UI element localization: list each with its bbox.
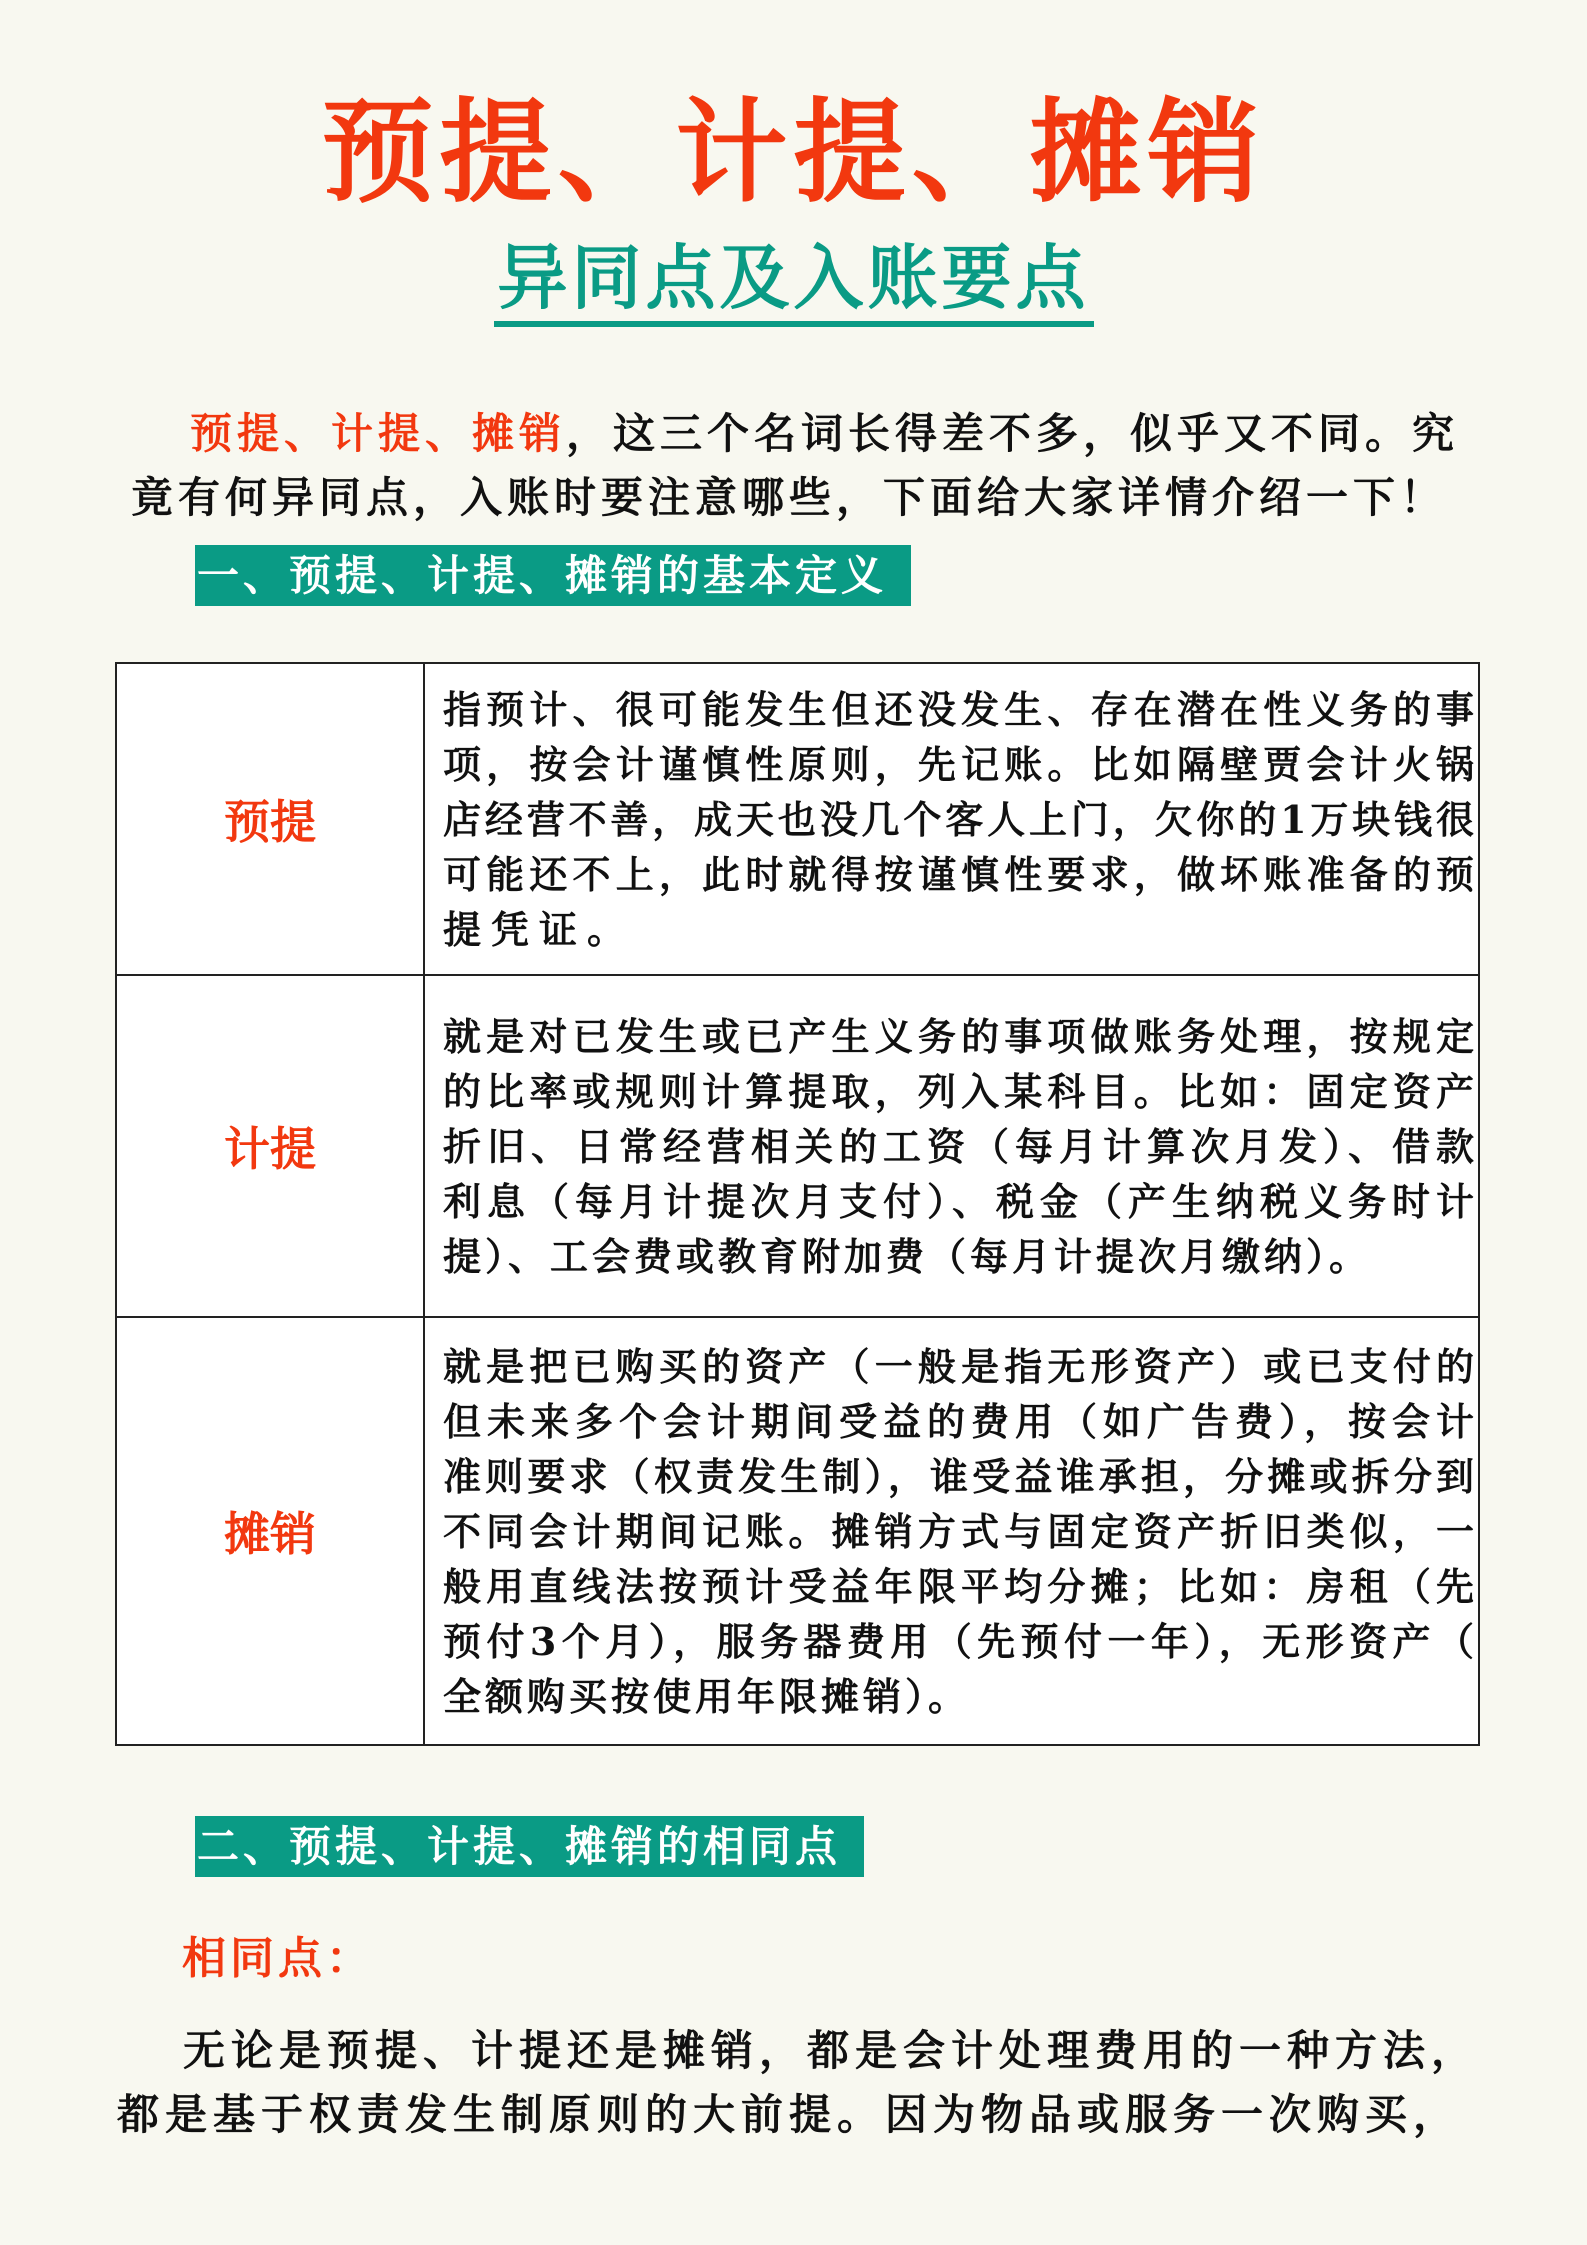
intro-text: ，这三个名词长得差不多，似乎又不同。究 [566, 409, 1460, 458]
term-cell: 预提 [116, 663, 424, 975]
definition-line: 预付3个月），服务器费用（先预付一年），无形资产（ [443, 1618, 1474, 1664]
similarities-line-2: 都是基于权责发生制原则的大前提。因为物品或服务一次购买， [117, 2090, 1462, 2139]
definition-line: 的比率或规则计算提取，列入某科目。比如：固定资产 [443, 1068, 1474, 1114]
definitions-table [115, 662, 1480, 1746]
intro-highlight: 预提、计提、摊销 [190, 409, 567, 458]
definition-line: 不同会计期间记账。摊销方式与固定资产折旧类似，一 [443, 1508, 1474, 1554]
definition-line: 店经营不善，成天也没几个客人上门，欠你的1万块钱很 [443, 796, 1474, 842]
term-cell: 计提 [116, 975, 424, 1317]
intro-line-2: 竟有何异同点，入账时要注意哪些，下面给大家详情介绍一下！ [131, 473, 1448, 522]
definition-cell [424, 975, 1479, 1317]
definition-line: 准则要求（权责发生制），谁受益谁承担，分摊或拆分到 [443, 1453, 1474, 1499]
intro-line-1 [190, 404, 1459, 464]
definition-line: 般用直线法按预计受益年限平均分摊；比如：房租（先 [443, 1563, 1474, 1609]
definition-cell [424, 663, 1479, 975]
subtitle-text: 异同点及入账要点 [494, 236, 1094, 327]
similarities-label: 相同点： [182, 1933, 374, 1984]
definition-line: 就是把已购买的资产（一般是指无形资产）或已支付的 [443, 1343, 1474, 1389]
definition-line: 就是对已发生或已产生义务的事项做账务处理，按规定 [443, 1013, 1474, 1059]
page-title: 预提、计提、摊销 [321, 87, 1266, 218]
definition-line: 提）、工会费或教育附加费（每月计提次月缴纳）。 [443, 1233, 1372, 1279]
definition-line: 利息（每月计提次月支付）、税金（产生纳税义务时计 [443, 1178, 1474, 1224]
table-row [116, 663, 1479, 975]
definition-line: 折旧、日常经营相关的工资（每月计算次月发）、借款 [443, 1123, 1474, 1169]
section-heading-similarities: 二、预提、计提、摊销的相同点 [195, 1816, 864, 1877]
table-row [116, 975, 1479, 1317]
definition-line: 指预计、很可能发生但还没发生、存在潜在性义务的事 [443, 686, 1474, 732]
definition-line: 全额购买按使用年限摊销）。 [443, 1673, 971, 1719]
definition-line: 可能还不上，此时就得按谨慎性要求，做坏账准备的预 [443, 851, 1474, 897]
definition-line: 提凭证。 [443, 906, 636, 952]
table-row [116, 1317, 1479, 1745]
page-subtitle [0, 238, 1587, 318]
term-cell: 摊销 [116, 1317, 424, 1745]
similarities-line-1: 无论是预提、计提还是摊销，都是会计处理费用的一种方法， [183, 2026, 1480, 2075]
definition-cell [424, 1317, 1479, 1745]
definition-line: 但未来多个会计期间受益的费用（如广告费），按会计 [443, 1398, 1474, 1444]
definition-line: 项，按会计谨慎性原则，先记账。比如隔壁贾会计火锅 [443, 741, 1474, 787]
section-heading-definitions: 一、预提、计提、摊销的基本定义 [195, 545, 911, 606]
